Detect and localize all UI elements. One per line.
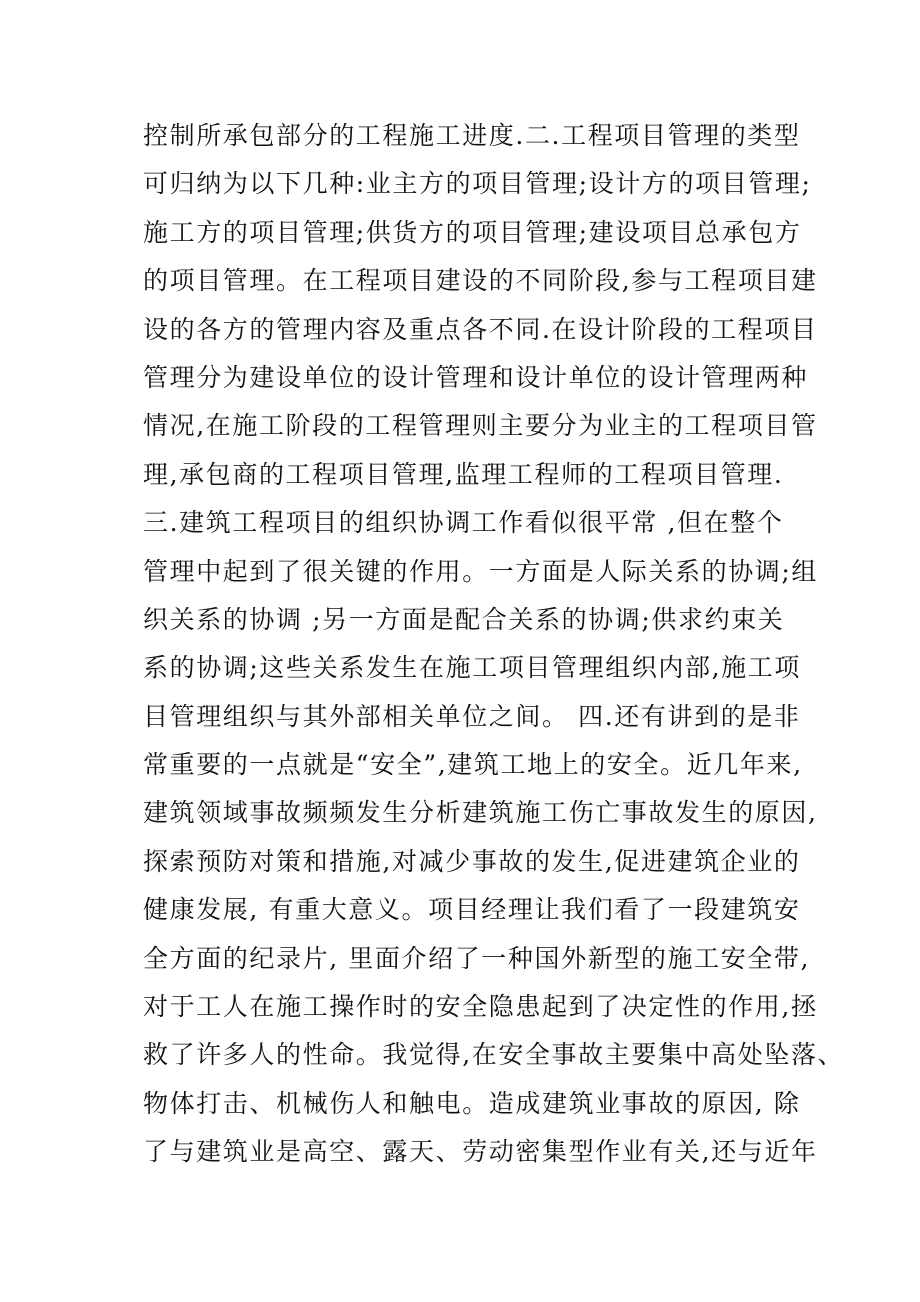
text-line: 探索预防对策和措施,对减少事故的发生,促进建筑企业的 [143, 846, 801, 876]
text-line: 全方面的纪录片, 里面介绍了一种国外新型的施工安全带, [143, 943, 811, 973]
text-line: 常重要的一点就是“安全”,建筑工地上的安全。近几年来, [143, 750, 803, 780]
text-line: 施工方的项目管理;供货方的项目管理;建设项目总承包方 [143, 217, 802, 247]
text-line: 对于工人在施工操作时的安全隐患起到了决定性的作用,拯 [143, 992, 818, 1022]
body-text [143, 112, 845, 1177]
text-line: 系的协调;这些关系发生在施工项目管理组织内部,施工项 [143, 653, 801, 683]
text-line: 织关系的协调 ;另一方面是配合关系的协调;供求约束关 [143, 604, 785, 634]
text-line: 物体打击、机械伤人和触电。造成建筑业事故的原因, 除 [143, 1088, 801, 1118]
text-line: 情况,在施工阶段的工程管理则主要分为业主的工程项目管 [143, 411, 818, 441]
text-line: 救了许多人的性命。我觉得,在安全事故主要集中高处坠落、 [143, 1040, 845, 1070]
text-line: 目管理组织与其外部相关单位之间。 四.还有讲到的是非 [143, 701, 801, 731]
text-line: 三.建筑工程项目的组织协调工作看似很平常 ,但在整个 [143, 508, 784, 538]
text-line: 建筑领域事故频频发生分析建筑施工伤亡事故发生的原因, [143, 798, 818, 828]
text-line: 了与建筑业是高空、露天、劳动密集型作业有关,还与近年 [143, 1137, 818, 1167]
text-line: 可归纳为以下几种:业主方的项目管理;设计方的项目管理; [143, 169, 812, 199]
text-line: 管理分为建设单位的设计管理和设计单位的设计管理两种 [143, 362, 809, 392]
text-line: 理,承包商的工程项目管理,监理工程师的工程项目管理. [143, 459, 784, 489]
text-line: 健康发展, 有重大意义。项目经理让我们看了一段建筑安 [143, 895, 801, 925]
text-line: 控制所承包部分的工程施工进度.二.工程项目管理的类型 [143, 121, 801, 150]
text-line: 的项目管理。在工程项目建设的不同阶段,参与工程项目建 [143, 266, 818, 296]
text-line: 设的各方的管理内容及重点各不同.在设计阶段的工程项目 [143, 314, 818, 344]
text-line: 管理中起到了很关键的作用。一方面是人际关系的协调;组 [143, 556, 819, 586]
